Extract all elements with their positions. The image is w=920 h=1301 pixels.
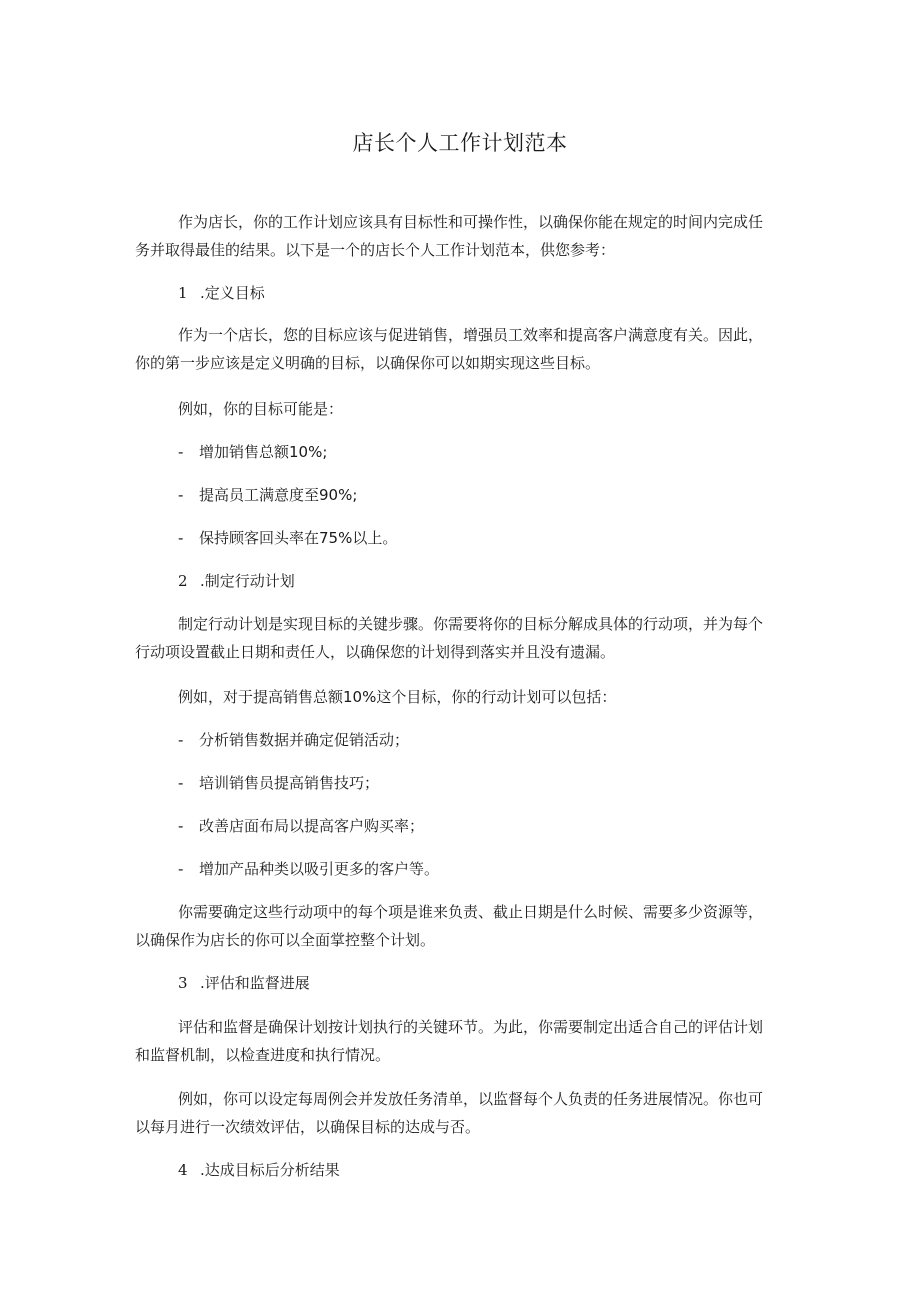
section-2-example bbox=[135, 683, 787, 711]
section-number: 4 bbox=[178, 1161, 188, 1179]
list-item bbox=[135, 855, 787, 883]
section-number: 3 bbox=[178, 974, 188, 992]
section-number: 1 bbox=[178, 284, 188, 302]
bullet-dash: - bbox=[178, 529, 184, 547]
paragraph-line: 评估和监督是确保计划按计划执行的关键环节。为此，你需要制定出适合自己的评估计划 bbox=[178, 1018, 764, 1036]
bullet-dash: - bbox=[178, 731, 184, 749]
list-item bbox=[135, 481, 787, 509]
list-item bbox=[135, 812, 787, 840]
paragraph-line: 作为店长，你的工作计划应该具有目标性和可操作性，以确保你能在规定的时间内完成任 bbox=[178, 213, 764, 231]
example-line: 例如，对于提高销售总额10%这个目标，你的行动计划可以包括： bbox=[178, 688, 617, 706]
list-item-text: 保持顾客回头率在75%以上。 bbox=[199, 529, 398, 547]
section-heading-1 bbox=[135, 279, 787, 307]
list-item-text: 增加销售总额10%; bbox=[199, 443, 328, 461]
paragraph-line: 制定行动计划是实现目标的关键步骤。你需要将你的目标分解成具体的行动项，并为每个 bbox=[178, 615, 764, 633]
bullet-dash: - bbox=[178, 443, 184, 461]
section-2-paragraph bbox=[135, 610, 787, 666]
bullet-dash: - bbox=[178, 774, 184, 792]
page-title: 店长个人工作计划范本 bbox=[352, 131, 568, 155]
list-item bbox=[135, 769, 787, 797]
paragraph-line: 务并取得最佳的结果。以下是一个的店长个人工作计划范本，供您参考： bbox=[135, 241, 616, 259]
example-line: 例如，你的目标可能是： bbox=[178, 400, 344, 418]
section-number: 2 bbox=[178, 572, 188, 590]
section-heading-3 bbox=[135, 969, 787, 997]
section-2-closing-paragraph bbox=[135, 898, 787, 954]
list-item-text: 改善店面布局以提高客户购买率； bbox=[199, 817, 425, 835]
list-item-text: 分析销售数据并确定促销活动； bbox=[199, 731, 410, 749]
section-heading-text: .评估和监督进展 bbox=[200, 974, 310, 992]
paragraph-line: 你需要确定这些行动项中的每个项是谁来负责、截止日期是什么时候、需要多少资源等， bbox=[178, 903, 764, 921]
paragraph-line: 例如，你可以设定每周例会并发放任务清单，以监督每个人负责的任务进展情况。你也可 bbox=[178, 1090, 764, 1108]
paragraph-line: 以确保作为店长的你可以全面掌控整个计划。 bbox=[135, 931, 436, 949]
paragraph-line: 你的第一步应该是定义明确的目标，以确保你可以如期实现这些目标。 bbox=[135, 354, 601, 372]
bullet-dash: - bbox=[178, 860, 184, 878]
section-1-example bbox=[135, 395, 787, 423]
paragraph-line: 作为一个店长，您的目标应该与促进销售，增强员工效率和提高客户满意度有关。因此， bbox=[178, 326, 764, 344]
bullet-dash: - bbox=[178, 817, 184, 835]
section-heading-2 bbox=[135, 567, 787, 595]
list-item-text: 提高员工满意度至90%; bbox=[199, 486, 358, 504]
list-item bbox=[135, 524, 787, 552]
list-item bbox=[135, 726, 787, 754]
paragraph-line: 行动项设置截止日期和责任人，以确保您的计划得到落实并且没有遗漏。 bbox=[135, 643, 616, 661]
section-3-paragraph bbox=[135, 1013, 787, 1069]
section-heading-text: .定义目标 bbox=[200, 284, 265, 302]
section-heading-4 bbox=[135, 1156, 787, 1184]
section-heading-text: .制定行动计划 bbox=[200, 572, 295, 590]
list-item-text: 增加产品种类以吸引更多的客户等。 bbox=[199, 860, 440, 878]
bullet-dash: - bbox=[178, 486, 184, 504]
list-item-text: 培训销售员提高销售技巧； bbox=[199, 774, 380, 792]
section-3-example-paragraph bbox=[135, 1085, 787, 1141]
paragraph-line: 以每月进行一次绩效评估，以确保目标的达成与否。 bbox=[135, 1118, 481, 1136]
intro-paragraph bbox=[135, 208, 787, 264]
list-item bbox=[135, 438, 787, 466]
section-1-paragraph bbox=[135, 321, 787, 377]
paragraph-line: 和监督机制，以检查进度和执行情况。 bbox=[135, 1046, 391, 1064]
section-heading-text: .达成目标后分析结果 bbox=[200, 1161, 340, 1179]
